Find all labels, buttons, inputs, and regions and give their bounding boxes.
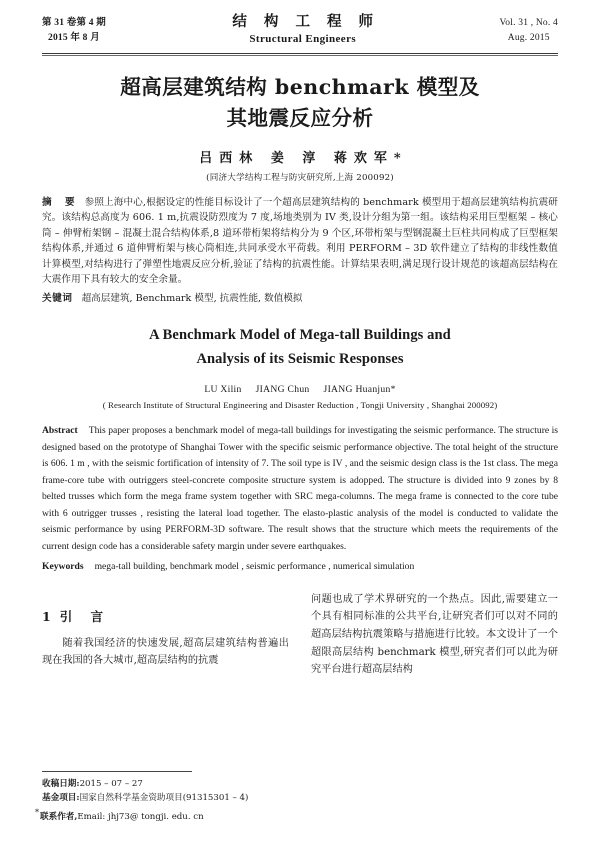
page-title-cn [42, 72, 558, 134]
footnote-corresponding-author [35, 806, 342, 824]
page-title-en-line2: Analysis of its Seismic Responses [196, 350, 404, 367]
volume-issue-line2: 2015 年 8 月 [48, 32, 100, 43]
footnote-star-marker: * [35, 807, 39, 817]
volume-issue-en [499, 14, 558, 45]
volume-issue-en-line2: Aug. 2015 [507, 32, 550, 43]
volume-issue-cn [42, 14, 106, 45]
journal-masthead [42, 14, 558, 51]
journal-name-en: Structural Engineers [249, 32, 357, 45]
footnote-received-label: 收稿日期: [42, 778, 80, 789]
affiliation-en: ( Research Institute of Structural Engineering and Disaster Reduction , Tongji University , Shanghai 200092) [102, 400, 498, 411]
author-en-2: JIANG Chun [255, 384, 310, 396]
keywords-cn-label: 关键词 [42, 292, 73, 304]
page-title-en [42, 324, 558, 371]
footnote-fund-value: 国家自然科学基金资助项目(91315301 – 4) [79, 793, 249, 804]
body-column-right [311, 591, 558, 679]
page-title-cn-line2: 其地震反应分析 [226, 105, 374, 130]
footnote-received-date [42, 777, 342, 791]
section-title: 引 言 [59, 608, 111, 624]
footnote-block [35, 771, 342, 824]
authors-en [42, 384, 558, 395]
abstract-en-label: Abstract [42, 425, 78, 437]
footnote-divider [42, 771, 192, 772]
abstract-cn-label: 摘 要 [42, 196, 80, 208]
footnote-corresponding-value: Email: jhj73@ tongji. edu. cn [77, 811, 204, 822]
intro-paragraph-left: 随着我国经济的快速发展,超高层建筑结构普遍出现在我国的各大城市,超高层结构的抗震 [42, 637, 289, 667]
masthead-divider [42, 53, 558, 57]
body-columns [42, 591, 558, 679]
keywords-en-text: mega-tall building, benchmark model , seismic performance , numerical simulation [94, 561, 415, 573]
intro-paragraph-right: 问题也成了学术界研究的一个热点。因此,需要建立一个具有相同标准的公共平台,让研究者们可以对不同的超高层结构抗震策略与措施进行比较。本文设计了一个超限高层结构 benchmark 模型,研究者们可以此为研究平台进行超高层结构 [311, 593, 558, 676]
footnote-corresponding-label: 联系作者, [40, 811, 78, 822]
keywords-en [42, 559, 558, 576]
body-column-left [42, 591, 289, 670]
footnote-fund-label: 基金项目: [42, 793, 80, 804]
footnote-received-value: 2015 – 07 – 27 [79, 778, 143, 789]
abstract-cn-text: 参照上海中心,根据设定的性能目标设计了一个超高层建筑结构的 benchmark 模型用于超高层建筑结构抗震研究。该结构总高度为 606. 1 m,抗震设防烈度为 7 度,场地类别为 IV 类,设计分组为第一组。该结构采用巨型框架 – 核心筒 – 伸臂桁架钢 – 混凝土混合结构体系,8 道环带桁架将结构分为 9 个区,环带桁架与型钢混凝土巨柱共同构成了巨型框架结构体系,并通过 6 道伸臂桁架与核心筒相连,共同承受水平荷载。利用 PERFORM – 3D 软件建立了结构的非线性数值计算模型,对结构进行了弹塑性地震反应分析,验证了结构的抗震性能。计算结果表明,满足现行设计规范的该超高层结构在大震作用下具有较大的安全余量。 [42, 196, 558, 286]
journal-name [226, 13, 379, 47]
author-en-1: LU Xilin [204, 384, 242, 396]
footnote-fund-project [42, 791, 342, 805]
keywords-cn [42, 291, 558, 307]
affiliation-cn: (同济大学结构工程与防灾研究所,上海 200092) [206, 172, 394, 183]
abstract-en-text: This paper proposes a benchmark model of mega-tall buildings for investigating the seismic performance. The structure is designed based on the prototype of Shanghai Tower with the specific seismic performance objective. The total height of the structure is 606. 1 m , with the seismic fortification of intensity of 7. The soil type is IV , and the seismic design class is the 1st class. The mega frame-core tube with outriggers steel-concrete composite structure system is adopped. The structure is divided into 9 zones by 8 belted trusses which form the mega frame system together with SRC mega-columns. The mega frame is connected to the core tube with 6 outrigger trusses , resisting the lateral load together. The elasto-plastic analysis of the model is conducted to validate the seismic performance by using PERFORM-3D software. The result shows that the structure which meets the requirements of the current design code has a considerable safety margin under severe earthquakes. [42, 425, 558, 552]
section-heading-introduction [42, 607, 289, 625]
keywords-cn-text: 超高层建筑, Benchmark 模型, 抗震性能, 数值模拟 [81, 292, 303, 304]
authors-cn: 吕西林 姜 淳 蒋欢军* [199, 150, 408, 166]
keywords-en-label: Keywords [42, 561, 84, 573]
page-title-en-line1: A Benchmark Model of Mega-tall Buildings and [149, 327, 451, 344]
journal-name-cn: 结 构 工 程 师 [232, 13, 380, 30]
volume-issue-en-line1: Vol. 31 , No. 4 [499, 18, 558, 28]
abstract-cn [42, 195, 558, 288]
author-en-3: JIANG Huanjun* [323, 384, 396, 396]
page-title-cn-line1: 超高层建筑结构 benchmark 模型及 [120, 75, 480, 100]
volume-issue-line1: 第 31 卷第 4 期 [42, 18, 106, 28]
section-number: 1 [42, 608, 51, 624]
abstract-en [42, 423, 558, 555]
